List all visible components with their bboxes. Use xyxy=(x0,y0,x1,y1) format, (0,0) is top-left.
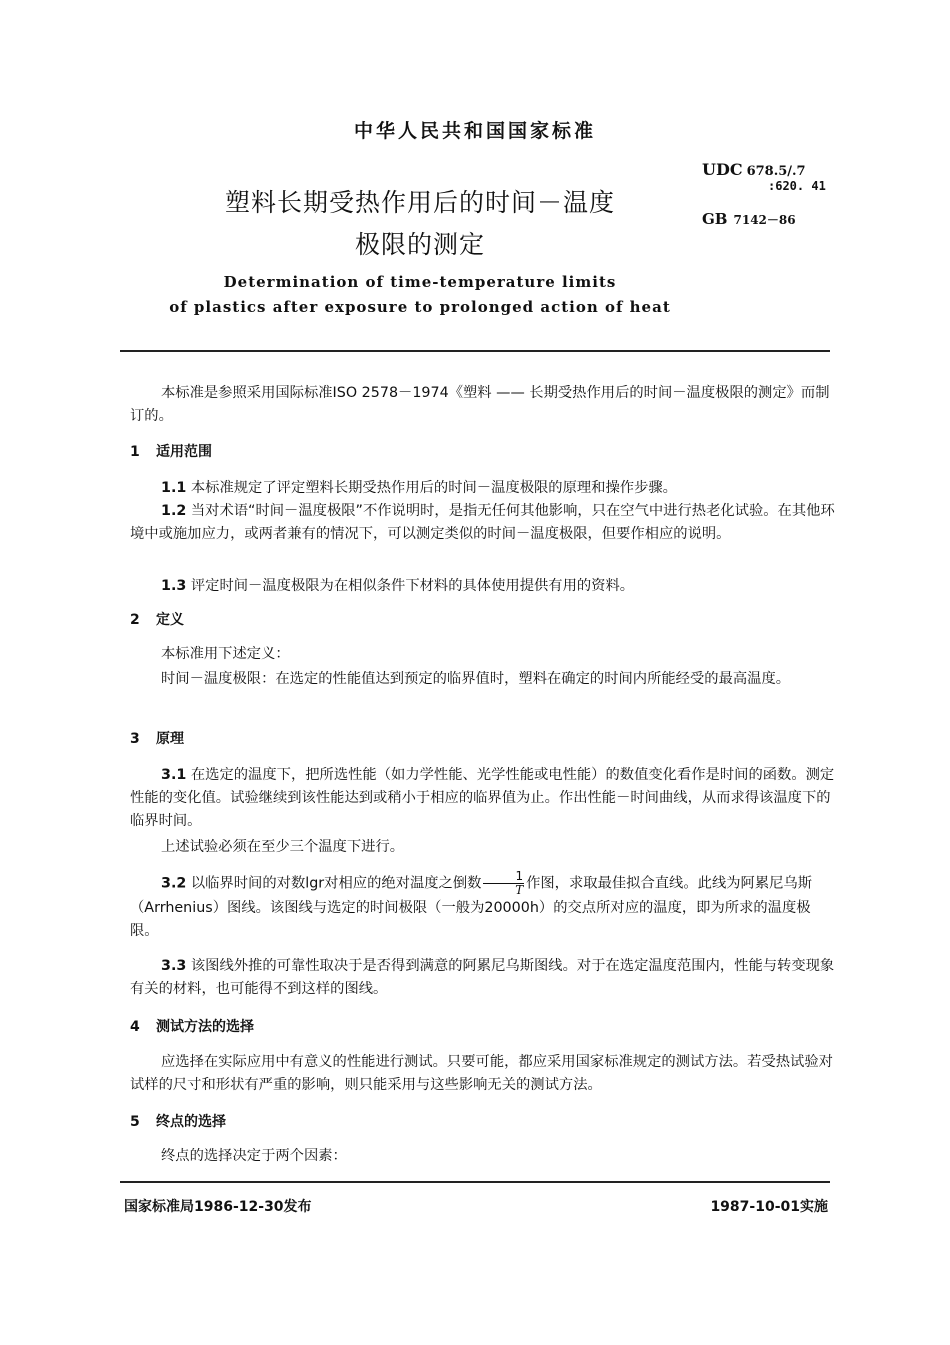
section-number: 4 xyxy=(130,1019,140,1035)
section-title: 原理 xyxy=(156,731,184,747)
clause-number: 1.1 xyxy=(161,480,187,496)
clause-1-1 xyxy=(130,477,835,500)
clause-text: 评定时间－温度极限为在相似条件下材料的具体使用提供有用的资料。 xyxy=(190,578,635,594)
intro-paragraph: 本标准是参照采用国际标准ISO 2578－1974《塑料 —— 长期受热作用后的时间－温度极限的测定》而制订的。 xyxy=(130,385,830,424)
clause-number: 1.3 xyxy=(161,578,187,594)
clause-number: 3.2 xyxy=(161,875,187,892)
issue-date: 国家标准局1986-12-30发布 xyxy=(124,1199,312,1215)
clause-1-2 xyxy=(130,500,835,546)
section-number: 3 xyxy=(130,731,140,747)
gb-code xyxy=(702,210,796,228)
title-line-2: 极限的测定 xyxy=(354,230,485,259)
section-title: 适用范围 xyxy=(156,444,212,460)
top-rule xyxy=(120,350,830,352)
clause-text: 该图线外推的可靠性取决于是否得到满意的阿累尼乌斯图线。对于在选定温度范围内，性能与转变现象有关的材料，也可能得不到这样的图线。 xyxy=(130,958,835,997)
section-3-heading xyxy=(130,728,835,751)
udc-number-2: :620. 41 xyxy=(768,179,826,193)
clause-1-3 xyxy=(130,575,835,598)
fraction-denominator: T xyxy=(515,883,524,897)
section-4-paragraph: 应选择在实际应用中有意义的性能进行测试。只要可能，都应采用国家标准规定的测试方法。若受热试验对试样的尺寸和形状有严重的影响，则只能采用与这些影响无关的测试方法。 xyxy=(130,1054,833,1093)
clause-3-3 xyxy=(130,955,835,1001)
reciprocal-fraction xyxy=(483,870,524,897)
section-1-heading xyxy=(130,441,835,464)
section-number: 2 xyxy=(130,612,140,628)
gb-label: GB xyxy=(702,210,728,228)
section-title: 定义 xyxy=(156,612,184,628)
issuer-heading: 中华人民共和国国家标准 xyxy=(353,120,596,142)
section-2-heading xyxy=(130,609,835,632)
clause-text-a: 以临界时间的对数lgr对相应的绝对温度之倒数 xyxy=(190,875,482,892)
section-number: 5 xyxy=(130,1114,140,1130)
udc-code xyxy=(702,160,806,179)
section-5-paragraph: 终点的选择决定于两个因素： xyxy=(161,1148,347,1164)
clause-text: 当对术语“时间－温度极限”不作说明时，是指无任何其他影响，只在空气中进行热老化试验。在其他环境中或施加应力，或两者兼有的情况下，可以测定类似的时间－温度极限，但要作相应的说明。 xyxy=(130,503,835,542)
section-4-heading xyxy=(130,1016,835,1039)
clause-text-b: 作图，求取最佳拟合直线。此线为阿累尼乌斯（Arrhenius）图线。该图线与选定的时间极限（一般为20000h）的交点所对应的温度，即为所求的温度极限。 xyxy=(130,875,813,939)
udc-number: 678.5/.7 xyxy=(746,164,806,179)
fraction-numerator: 1 xyxy=(483,870,524,884)
clause-text: 本标准规定了评定塑料长期受热作用后的时间－温度极限的原理和操作步骤。 xyxy=(190,480,677,496)
section-5-heading xyxy=(130,1111,835,1134)
gb-number: 7142－86 xyxy=(733,213,796,227)
english-title-line-1: Determination of time-temperature limits xyxy=(223,273,617,291)
section-title: 终点的选择 xyxy=(156,1114,226,1130)
clause-number: 1.2 xyxy=(161,503,187,519)
clause-3-2 xyxy=(130,870,835,943)
clause-number: 3.3 xyxy=(161,958,187,974)
clause-number: 3.1 xyxy=(161,767,187,783)
section-number: 1 xyxy=(130,444,140,460)
definition-text: 时间－温度极限：在选定的性能值达到预定的临界值时，塑料在确定的时间内所能经受的最高温度。 xyxy=(161,671,791,687)
definition-intro: 本标准用下述定义： xyxy=(161,646,290,662)
section-title: 测试方法的选择 xyxy=(156,1019,254,1035)
english-title-line-2: of plastics after exposure to prolonged action of heat xyxy=(169,298,671,316)
clause-3-1-note: 上述试验必须在至少三个温度下进行。 xyxy=(161,839,405,855)
udc-label: UDC xyxy=(702,160,743,179)
title-line-1: 塑料长期受热作用后的时间－温度 xyxy=(224,188,615,217)
bottom-rule xyxy=(120,1181,830,1183)
clause-3-1 xyxy=(130,764,835,833)
effective-date: 1987-10-01实施 xyxy=(710,1199,828,1215)
clause-text: 在选定的温度下，把所选性能（如力学性能、光学性能或电性能）的数值变化看作是时间的函数。测定性能的变化值。试验继续到该性能达到或稍小于相应的临界值为止。作出性能－时间曲线，从而求得该温度下的临界时间。 xyxy=(130,767,835,829)
